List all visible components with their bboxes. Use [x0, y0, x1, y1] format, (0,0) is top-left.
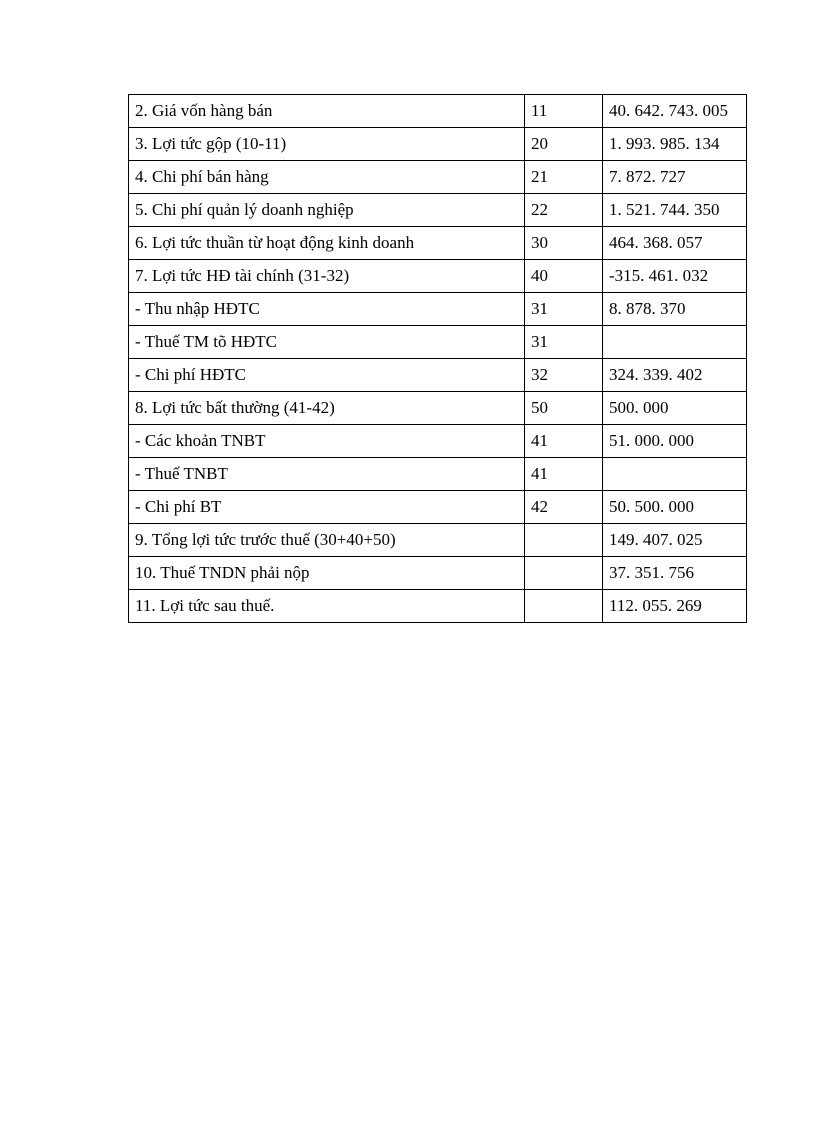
row-item: 5. Chi phí quản lý doanh nghiệp [129, 194, 525, 227]
table-row [129, 359, 747, 392]
table-row [129, 95, 747, 128]
row-code: 32 [525, 359, 603, 392]
row-code: 42 [525, 491, 603, 524]
row-code: 50 [525, 392, 603, 425]
row-value: 37. 351. 756 [603, 557, 747, 590]
table-row [129, 557, 747, 590]
row-value [603, 326, 747, 359]
table-row [129, 392, 747, 425]
row-value: 7. 872. 727 [603, 161, 747, 194]
row-value [603, 458, 747, 491]
row-code: 30 [525, 227, 603, 260]
row-item: - Thu nhập HĐTC [129, 293, 525, 326]
table-row [129, 491, 747, 524]
row-item: 6. Lợi tức thuần từ hoạt động kinh doanh [129, 227, 525, 260]
row-value: 8. 878. 370 [603, 293, 747, 326]
row-value: 464. 368. 057 [603, 227, 747, 260]
row-value: 1. 521. 744. 350 [603, 194, 747, 227]
table-row [129, 425, 747, 458]
row-value: 149. 407. 025 [603, 524, 747, 557]
row-item: 11. Lợi tức sau thuế. [129, 590, 525, 623]
row-value: 1. 993. 985. 134 [603, 128, 747, 161]
row-code: 41 [525, 425, 603, 458]
row-value: -315. 461. 032 [603, 260, 747, 293]
row-item: 3. Lợi tức gộp (10-11) [129, 128, 525, 161]
row-code [525, 590, 603, 623]
income-statement-body [129, 95, 747, 623]
table-row [129, 194, 747, 227]
row-item: - Thuế TNBT [129, 458, 525, 491]
row-code: 31 [525, 293, 603, 326]
row-code: 41 [525, 458, 603, 491]
row-value: 50. 500. 000 [603, 491, 747, 524]
row-item: - Thuế TM tõ HĐTC [129, 326, 525, 359]
row-item: 4. Chi phí bán hàng [129, 161, 525, 194]
row-code [525, 524, 603, 557]
row-value: 500. 000 [603, 392, 747, 425]
table-row [129, 260, 747, 293]
table-row [129, 227, 747, 260]
row-code: 31 [525, 326, 603, 359]
table-row [129, 458, 747, 491]
row-code: 20 [525, 128, 603, 161]
row-item: 9. Tổng lợi tức trước thuế (30+40+50) [129, 524, 525, 557]
row-item: - Các khoản TNBT [129, 425, 525, 458]
row-code: 11 [525, 95, 603, 128]
row-item: 10. Thuế TNDN phải nộp [129, 557, 525, 590]
row-value: 112. 055. 269 [603, 590, 747, 623]
table-row [129, 161, 747, 194]
row-value: 40. 642. 743. 005 [603, 95, 747, 128]
row-item: 2. Giá vốn hàng bán [129, 95, 525, 128]
row-item: - Chi phí HĐTC [129, 359, 525, 392]
income-statement-table [128, 94, 747, 623]
row-code: 21 [525, 161, 603, 194]
row-item: - Chi phí BT [129, 491, 525, 524]
table-row [129, 128, 747, 161]
row-code: 22 [525, 194, 603, 227]
row-code [525, 557, 603, 590]
row-value: 324. 339. 402 [603, 359, 747, 392]
row-value: 51. 000. 000 [603, 425, 747, 458]
table-row [129, 524, 747, 557]
table-row [129, 326, 747, 359]
row-item: 8. Lợi tức bất thường (41-42) [129, 392, 525, 425]
table-row [129, 293, 747, 326]
row-code: 40 [525, 260, 603, 293]
table-row [129, 590, 747, 623]
row-item: 7. Lợi tức HĐ tài chính (31-32) [129, 260, 525, 293]
